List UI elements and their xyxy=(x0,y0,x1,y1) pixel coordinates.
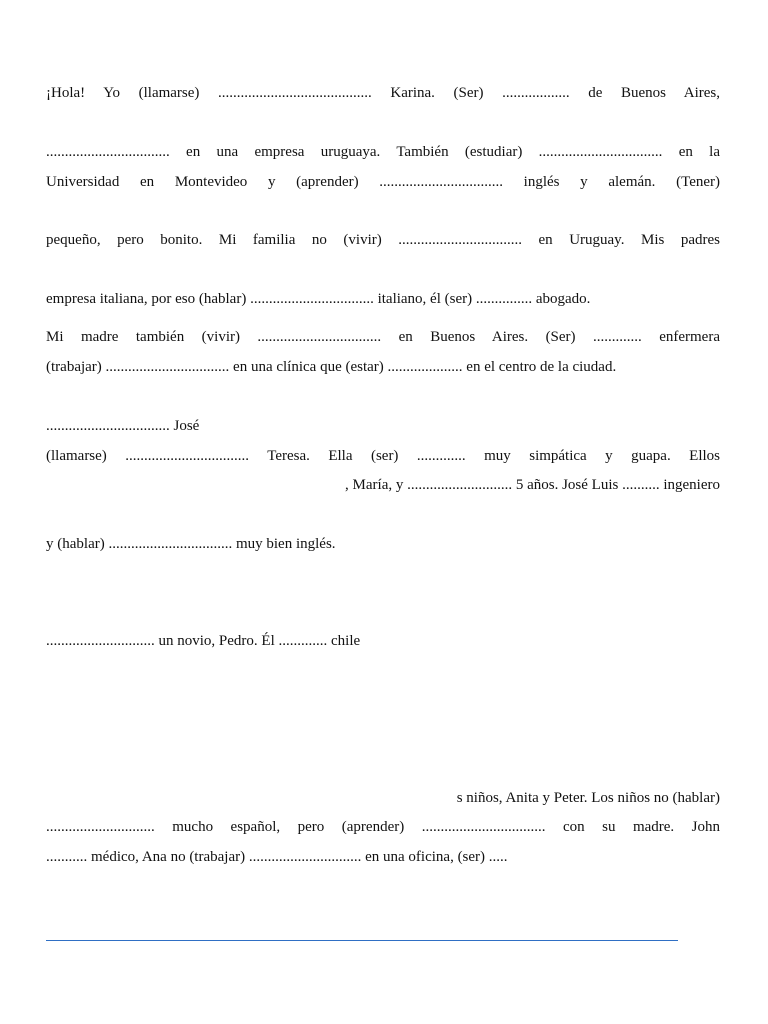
text-line-5: empresa italiana, por eso (hablar) ................................. italiano, él (ser) ............... abogado. xyxy=(46,291,591,307)
text-line-1: ¡Hola! Yo (llamarse) ......................................... Karina. (Ser) .................. de Buenos Aires, xyxy=(46,85,720,101)
text-line-8: ................................. José xyxy=(46,418,200,434)
horizontal-rule xyxy=(46,940,678,941)
text-line-6: Mi madre también (vivir) ................................. en Buenos Aires. (Ser) ............. enfermera xyxy=(46,329,720,345)
text-line-15: ........... médico, Ana no (trabajar) .............................. en una oficina, (ser) ..... xyxy=(46,849,508,865)
text-line-13: s niños, Anita y Peter. Los niños no (hablar) xyxy=(456,790,720,806)
text-line-11: y (hablar) ................................. muy bien inglés. xyxy=(46,536,336,552)
text-line-10: , María, y ............................ 5 años. José Luis .......... ingeniero xyxy=(345,477,720,493)
text-line-2: ................................. en una empresa uruguaya. También (estudiar) ................................. en la xyxy=(46,144,720,160)
text-line-7: (trabajar) ................................. en una clínica que (estar) .................... en el centro de la ciudad. xyxy=(46,359,617,375)
text-line-9: (llamarse) ................................. Teresa. Ella (ser) ............. muy simpática y guapa. Ellos xyxy=(46,448,720,464)
text-line-3: Universidad en Montevideo y (aprender) ................................. inglés y alemán. (Tener) xyxy=(46,174,720,190)
text-line-14: ............................. mucho español, pero (aprender) ................................. con su madre. John xyxy=(46,819,720,835)
text-line-12: ............................. un novio, Pedro. Él ............. chile xyxy=(46,633,361,649)
text-line-4: pequeño, pero bonito. Mi familia no (vivir) ................................. en Uruguay. Mis padres xyxy=(46,232,720,248)
